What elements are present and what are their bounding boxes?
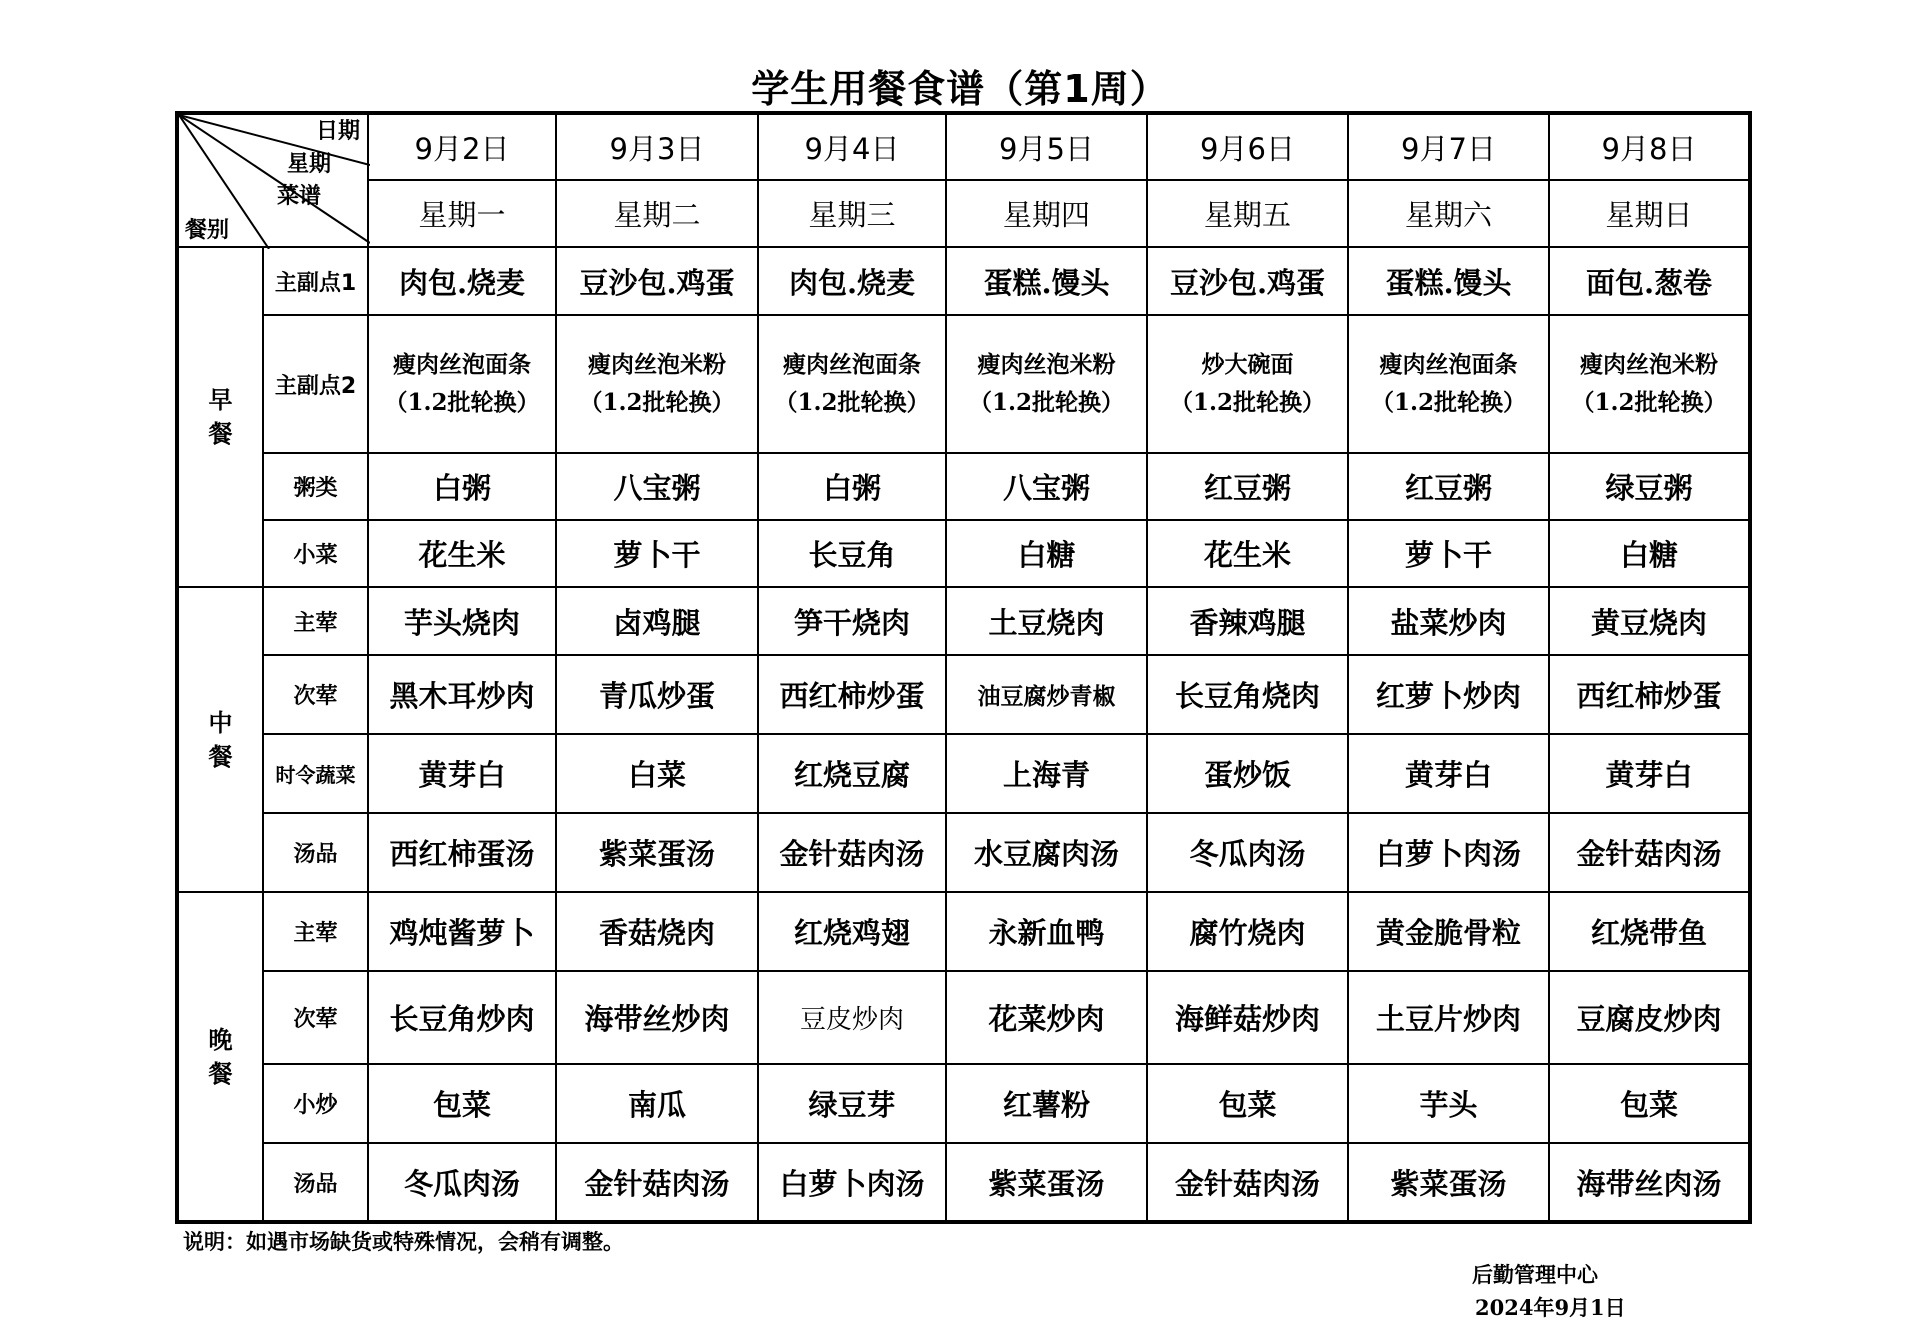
dinner-row-4: [177, 1143, 1750, 1222]
dinner-row-1: [177, 892, 1750, 971]
menu-cell: 水豆腐肉汤: [946, 813, 1147, 892]
menu-cell: 海带丝肉汤: [1549, 1143, 1750, 1222]
breakfast-row-2: [177, 315, 1750, 453]
menu-cell: 笋干烧肉: [758, 587, 946, 655]
corner-label-menu: 菜谱: [277, 184, 322, 209]
page-title: 学生用餐食谱（第1周）: [751, 67, 1169, 111]
lunch-row-2: [177, 655, 1750, 734]
menu-cell: 西红柿蛋汤: [368, 813, 556, 892]
row-label: 汤品: [263, 813, 368, 892]
menu-cell: 瘦肉丝泡面条 （1.2批轮换）: [758, 315, 946, 453]
date-cell: 9月8日: [1549, 113, 1750, 180]
header-weekday-row: [177, 180, 1750, 247]
menu-cell: 白糖: [946, 520, 1147, 587]
diagonal-header-cell: [177, 113, 368, 247]
menu-cell: 红豆粥: [1147, 453, 1348, 520]
menu-cell: 豆腐皮炒肉: [1549, 971, 1750, 1064]
menu-cell: 炒大碗面 （1.2批轮换）: [1147, 315, 1348, 453]
menu-cell: 金针菇肉汤: [556, 1143, 758, 1222]
weekday-cell: 星期二: [556, 180, 758, 247]
menu-cell: 盐菜炒肉: [1348, 587, 1549, 655]
menu-cell: 芋头烧肉: [368, 587, 556, 655]
row-label: 时令蔬菜: [263, 734, 368, 813]
menu-cell: 面包.葱卷: [1549, 247, 1750, 315]
menu-cell: 瘦肉丝泡米粉 （1.2批轮换）: [556, 315, 758, 453]
menu-cell: 油豆腐炒青椒: [946, 655, 1147, 734]
meal-label-breakfast: 早 餐: [177, 247, 263, 587]
menu-cell: 包菜: [1549, 1064, 1750, 1143]
date-cell: 9月3日: [556, 113, 758, 180]
menu-cell: 红烧带鱼: [1549, 892, 1750, 971]
dinner-row-2: [177, 971, 1750, 1064]
footer-date: 2024年9月1日: [1475, 1295, 1626, 1320]
row-label: 主荤: [263, 587, 368, 655]
menu-cell: 香菇烧肉: [556, 892, 758, 971]
menu-cell: 西红柿炒蛋: [1549, 655, 1750, 734]
row-label: 主副点2: [263, 315, 368, 453]
menu-cell: 金针菇肉汤: [1549, 813, 1750, 892]
menu-cell: 肉包.烧麦: [368, 247, 556, 315]
menu-cell: 瘦肉丝泡米粉 （1.2批轮换）: [946, 315, 1147, 453]
menu-cell: 黄芽白: [1549, 734, 1750, 813]
menu-cell: 海带丝炒肉: [556, 971, 758, 1064]
breakfast-row-1: [177, 247, 1750, 315]
menu-cell: 白粥: [368, 453, 556, 520]
menu-cell: 土豆片炒肉: [1348, 971, 1549, 1064]
menu-cell: 豆沙包.鸡蛋: [556, 247, 758, 315]
weekday-cell: 星期六: [1348, 180, 1549, 247]
weekday-cell: 星期一: [368, 180, 556, 247]
menu-cell: 黄豆烧肉: [1549, 587, 1750, 655]
menu-cell: 肉包.烧麦: [758, 247, 946, 315]
menu-cell: 金针菇肉汤: [758, 813, 946, 892]
lunch-row-4: [177, 813, 1750, 892]
lunch-row-3: [177, 734, 1750, 813]
menu-cell: 海鲜菇炒肉: [1147, 971, 1348, 1064]
breakfast-row-3: [177, 453, 1750, 520]
menu-cell: 卤鸡腿: [556, 587, 758, 655]
menu-cell: 香辣鸡腿: [1147, 587, 1348, 655]
row-label: 次荤: [263, 971, 368, 1064]
menu-cell: 黑木耳炒肉: [368, 655, 556, 734]
menu-cell: 八宝粥: [946, 453, 1147, 520]
menu-cell: 长豆角: [758, 520, 946, 587]
menu-cell: 鸡炖酱萝卜: [368, 892, 556, 971]
menu-cell: 红豆粥: [1348, 453, 1549, 520]
row-label: 粥类: [263, 453, 368, 520]
menu-cell: 包菜: [368, 1064, 556, 1143]
menu-table: [175, 111, 1752, 1224]
menu-cell: 白糖: [1549, 520, 1750, 587]
menu-cell: 豆皮炒肉: [758, 971, 946, 1064]
menu-cell: 黄芽白: [1348, 734, 1549, 813]
menu-cell: 冬瓜肉汤: [1147, 813, 1348, 892]
corner-label-meal: 餐别: [185, 218, 230, 243]
menu-cell: 红烧鸡翅: [758, 892, 946, 971]
menu-cell: 花菜炒肉: [946, 971, 1147, 1064]
menu-cell: 白菜: [556, 734, 758, 813]
menu-cell: 蛋糕.馒头: [1348, 247, 1549, 315]
menu-cell: 八宝粥: [556, 453, 758, 520]
menu-cell: 白萝卜肉汤: [1348, 813, 1549, 892]
menu-cell: 冬瓜肉汤: [368, 1143, 556, 1222]
menu-cell: 南瓜: [556, 1064, 758, 1143]
menu-cell: 花生米: [368, 520, 556, 587]
row-label: 主荤: [263, 892, 368, 971]
menu-cell: 紫菜蛋汤: [1348, 1143, 1549, 1222]
menu-cell: 西红柿炒蛋: [758, 655, 946, 734]
weekday-cell: 星期五: [1147, 180, 1348, 247]
menu-cell: 黄芽白: [368, 734, 556, 813]
date-cell: 9月7日: [1348, 113, 1549, 180]
menu-cell: 蛋炒饭: [1147, 734, 1348, 813]
row-label: 主副点1: [263, 247, 368, 315]
menu-cell: 长豆角炒肉: [368, 971, 556, 1064]
menu-cell: 永新血鸭: [946, 892, 1147, 971]
weekday-cell: 星期三: [758, 180, 946, 247]
date-cell: 9月4日: [758, 113, 946, 180]
menu-cell: 紫菜蛋汤: [946, 1143, 1147, 1222]
date-cell: 9月2日: [368, 113, 556, 180]
menu-cell: 瘦肉丝泡米粉 （1.2批轮换）: [1549, 315, 1750, 453]
menu-cell: 金针菇肉汤: [1147, 1143, 1348, 1222]
menu-cell: 青瓜炒蛋: [556, 655, 758, 734]
menu-cell: 蛋糕.馒头: [946, 247, 1147, 315]
footer-issuer: 后勤管理中心: [1472, 1262, 1598, 1287]
row-label: 小菜: [263, 520, 368, 587]
date-cell: 9月5日: [946, 113, 1147, 180]
corner-label-weekday: 星期: [287, 152, 332, 177]
menu-cell: 绿豆粥: [1549, 453, 1750, 520]
menu-cell: 腐竹烧肉: [1147, 892, 1348, 971]
corner-label-date: 日期: [316, 119, 361, 144]
menu-cell: 红烧豆腐: [758, 734, 946, 813]
meal-label-lunch: 中 餐: [177, 587, 263, 892]
breakfast-row-4: [177, 520, 1750, 587]
lunch-row-1: [177, 587, 1750, 655]
menu-cell: 土豆烧肉: [946, 587, 1147, 655]
menu-cell: 芋头: [1348, 1064, 1549, 1143]
menu-cell: 白萝卜肉汤: [758, 1143, 946, 1222]
menu-cell: 豆沙包.鸡蛋: [1147, 247, 1348, 315]
menu-cell: 瘦肉丝泡面条 （1.2批轮换）: [1348, 315, 1549, 453]
menu-cell: 白粥: [758, 453, 946, 520]
footer-note: 说明：如遇市场缺货或特殊情况，会稍有调整。: [183, 1229, 624, 1254]
menu-cell: 紫菜蛋汤: [556, 813, 758, 892]
date-cell: 9月6日: [1147, 113, 1348, 180]
menu-cell: 长豆角烧肉: [1147, 655, 1348, 734]
menu-cell: 红萝卜炒肉: [1348, 655, 1549, 734]
weekday-cell: 星期四: [946, 180, 1147, 247]
menu-cell: 黄金脆骨粒: [1348, 892, 1549, 971]
menu-cell: 花生米: [1147, 520, 1348, 587]
menu-cell: 萝卜干: [556, 520, 758, 587]
menu-cell: 红薯粉: [946, 1064, 1147, 1143]
header-date-row: [177, 113, 1750, 180]
menu-cell: 上海青: [946, 734, 1147, 813]
row-label: 次荤: [263, 655, 368, 734]
menu-cell: 绿豆芽: [758, 1064, 946, 1143]
weekday-cell: 星期日: [1549, 180, 1750, 247]
row-label: 小炒: [263, 1064, 368, 1143]
menu-cell: 萝卜干: [1348, 520, 1549, 587]
row-label: 汤品: [263, 1143, 368, 1222]
menu-cell: 瘦肉丝泡面条 （1.2批轮换）: [368, 315, 556, 453]
menu-cell: 包菜: [1147, 1064, 1348, 1143]
meal-label-dinner: 晚 餐: [177, 892, 263, 1222]
dinner-row-3: [177, 1064, 1750, 1143]
